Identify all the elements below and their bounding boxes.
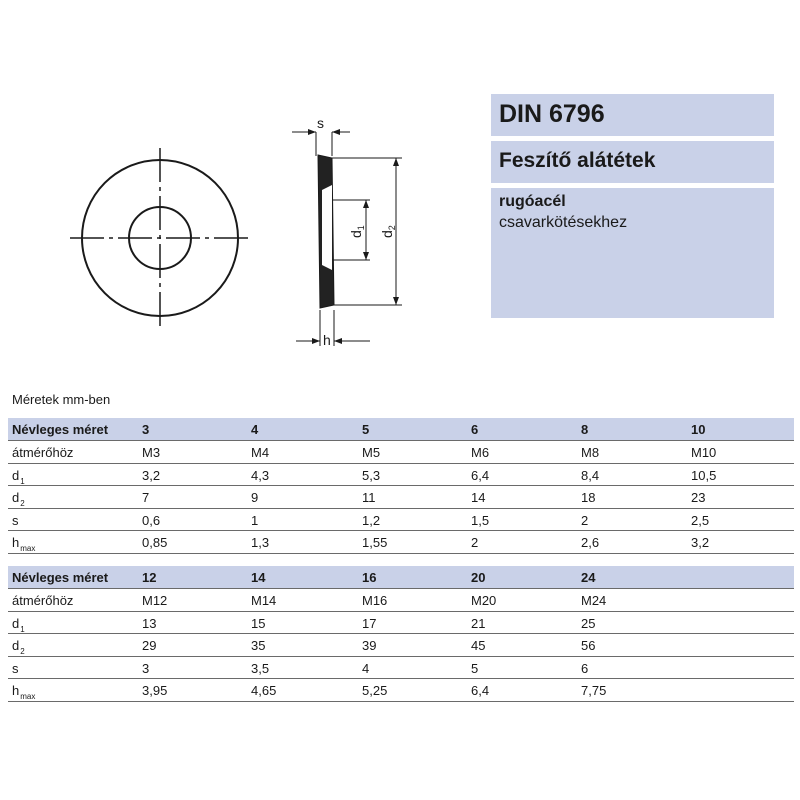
table-cell: 15 xyxy=(251,615,266,631)
table-cell: 25 xyxy=(581,615,596,631)
row-label: $h_{max}$ xyxy=(12,535,36,553)
table-cell: 23 xyxy=(691,490,706,505)
table-row xyxy=(8,509,794,532)
row-label: s xyxy=(12,512,19,528)
table-row xyxy=(8,589,794,612)
table-cell: 4 xyxy=(362,660,370,676)
table-row xyxy=(8,657,794,680)
table-cell: 8,4 xyxy=(581,467,600,483)
table-cell: 7,75 xyxy=(581,683,607,698)
table-cell: M12 xyxy=(142,593,168,608)
table-cell: M14 xyxy=(251,593,277,608)
table-cell: 14 xyxy=(471,490,486,505)
table-header-row xyxy=(8,566,794,589)
table-cell: 10,5 xyxy=(691,467,717,483)
row-label: $d_1$ xyxy=(12,615,25,634)
table-cell: 5,3 xyxy=(362,467,381,483)
table-cell: 2,6 xyxy=(581,535,600,550)
table-cell: 11 xyxy=(362,490,376,505)
washer-front-view xyxy=(70,148,250,328)
table-cell: 6 xyxy=(581,660,589,676)
table-cell: 21 xyxy=(471,615,486,631)
nominal-size-cell: 5 xyxy=(362,422,370,437)
dimension-table-1 xyxy=(8,418,794,554)
table-cell: 2 xyxy=(471,535,479,550)
table-cell: 3,2 xyxy=(142,467,161,483)
title-panel xyxy=(491,94,774,136)
nominal-size-cell: 6 xyxy=(471,422,479,437)
row-label: átmérőhöz xyxy=(12,445,74,460)
standard-title: DIN 6796 xyxy=(499,100,605,128)
table-row xyxy=(8,441,794,464)
label-d1: $d_1$ xyxy=(348,225,366,238)
table-cell: 3,2 xyxy=(691,535,710,550)
table-cell: 39 xyxy=(362,638,377,653)
table-cell: 56 xyxy=(581,638,596,653)
table-cell: 1 xyxy=(251,512,259,528)
row-label: s xyxy=(12,660,19,676)
nominal-size-label: Névleges méret xyxy=(12,422,109,437)
table-cell: 13 xyxy=(142,615,157,631)
table-row xyxy=(8,531,794,554)
table-cell: 29 xyxy=(142,638,157,653)
nominal-size-cell: 10 xyxy=(691,422,706,437)
table-row xyxy=(8,679,794,702)
nominal-size-cell: 24 xyxy=(581,570,596,585)
table-row xyxy=(8,464,794,487)
nominal-size-cell: 20 xyxy=(471,570,486,585)
nominal-size-cell: 3 xyxy=(142,422,150,437)
table-row xyxy=(8,486,794,509)
units-note: Méretek mm-ben xyxy=(12,392,111,407)
table-cell: 5 xyxy=(471,660,479,676)
table-cell: 1,2 xyxy=(362,512,381,528)
table-cell: M8 xyxy=(581,445,600,460)
table-cell: M5 xyxy=(362,445,381,460)
row-label: $d_1$ xyxy=(12,467,25,486)
table-cell: 1,5 xyxy=(471,512,490,528)
subtitle-panel xyxy=(491,141,774,183)
label-h: h xyxy=(323,332,331,348)
table-cell: 6,4 xyxy=(471,683,490,698)
table-row xyxy=(8,612,794,635)
nominal-size-cell: 8 xyxy=(581,422,589,437)
row-label: $h_{max}$ xyxy=(12,683,36,701)
table-cell: 17 xyxy=(362,615,377,631)
table-cell: M24 xyxy=(581,593,607,608)
label-s: s xyxy=(317,115,324,131)
table-row xyxy=(8,634,794,657)
table-cell: 2,5 xyxy=(691,512,710,528)
dimension-table-2 xyxy=(8,566,794,702)
nominal-size-cell: 4 xyxy=(251,422,259,437)
label-d2: $d_2$ xyxy=(379,225,397,238)
nominal-size-cell: 14 xyxy=(251,570,266,585)
table-cell: M4 xyxy=(251,445,270,460)
row-label: $d_2$ xyxy=(12,638,25,656)
table-cell: 1,3 xyxy=(251,535,270,550)
table-cell: 7 xyxy=(142,490,150,505)
nominal-size-cell: 12 xyxy=(142,570,157,585)
table-cell: 0,6 xyxy=(142,512,161,528)
table-cell: 3 xyxy=(142,660,150,676)
nominal-size-cell: 16 xyxy=(362,570,377,585)
table-cell: M16 xyxy=(362,593,388,608)
table-cell: 6,4 xyxy=(471,467,490,483)
table-cell: 0,85 xyxy=(142,535,168,550)
table-cell: 2 xyxy=(581,512,589,528)
nominal-size-label: Névleges méret xyxy=(12,570,109,585)
table-cell: 1,55 xyxy=(362,535,388,550)
table-cell: 4,3 xyxy=(251,467,270,483)
material-name: rugóacél xyxy=(499,193,566,210)
table-cell: M10 xyxy=(691,445,717,460)
row-label: átmérőhöz xyxy=(12,593,74,608)
table-cell: 3,5 xyxy=(251,660,270,676)
table-cell: 18 xyxy=(581,490,596,505)
material-usage: csavarkötésekhez xyxy=(499,214,628,231)
table-cell: 45 xyxy=(471,638,486,653)
table-cell: M3 xyxy=(142,445,161,460)
table-cell: M20 xyxy=(471,593,497,608)
table-cell: 3,95 xyxy=(142,683,168,698)
table-cell: 4,65 xyxy=(251,683,277,698)
washer-drawing xyxy=(70,110,430,360)
row-label: $d_2$ xyxy=(12,490,25,508)
table-cell: 9 xyxy=(251,490,259,505)
material-panel xyxy=(491,188,774,318)
table-header-row xyxy=(8,418,794,441)
product-subtitle: Feszítő alátétek xyxy=(499,149,656,172)
table-cell: 5,25 xyxy=(362,683,388,698)
table-cell: 35 xyxy=(251,638,266,653)
table-cell: M6 xyxy=(471,445,490,460)
